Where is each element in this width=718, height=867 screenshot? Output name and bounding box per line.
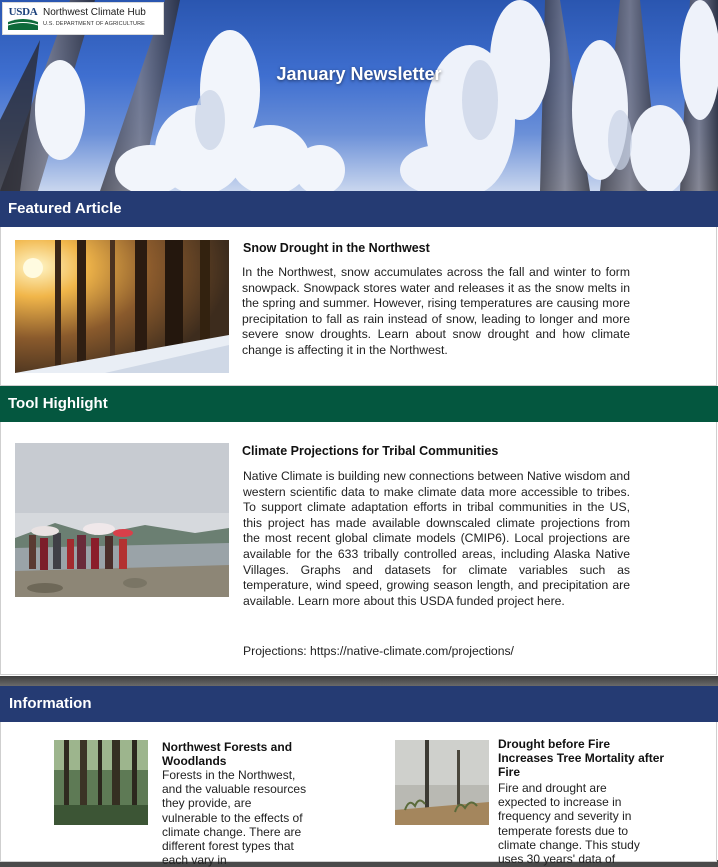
featured-article-body: In the Northwest, snow accumulates across the fall and winter to form snowpack. Snowpack stores water and releases it as the snow melts in the spring and summer. However, rising temperatures are causing more precipitation to fall as rain instead of snow, leading to longer and more severe snow droughts. Learn about snow drought and how climate change is affecting it in the Northwest. [242, 265, 630, 357]
section-header-tool: Tool Highlight [0, 386, 718, 422]
tool-article-body: Native Climate is building new connections between Native wisdom and western scientific data to make climate data more accessible to tribes. To support climate adaptation efforts in tribal communities in the US, this project has made available downscaled climate projections from the most recent global climate models (CMIP6). Local projections are available for the 633 tribally controlled areas, including Alaska Native Villages. Graphs and datasets for climate variables such as temperature, wind speed, growing season length, and precipitation are available. Learn more about this USDA funded project here. [243, 469, 630, 608]
hero-banner [0, 0, 718, 191]
information-card [0, 722, 717, 867]
info-item-body-1: Forests in the Northwest, and the valuable resources they provide, are vulnerable to the effects of climate change. There are different forest types that each vary in [162, 768, 307, 867]
info-item-title-1[interactable]: Northwest Forests and Woodlands [162, 740, 293, 768]
featured-article-card [0, 227, 717, 386]
usda-logo-mark: USDA [8, 6, 38, 30]
projections-link[interactable]: Projections: https://native-climate.com/projections/ [243, 644, 514, 658]
burned-forest-image[interactable] [395, 740, 489, 825]
info-item-body-2: Fire and drought are expected to increase in frequency and severity in temperate forests due to climate change. This study uses 30 years' data of [498, 781, 640, 867]
section-separator [0, 676, 718, 686]
logo-name: Northwest Climate Hub [43, 7, 146, 18]
newsletter-title: January Newsletter [276, 64, 442, 84]
section-header-information: Information [0, 686, 718, 722]
section-header-featured: Featured Article [0, 191, 718, 227]
usda-leaf-icon [8, 18, 38, 30]
tool-article-title[interactable]: Climate Projections for Tribal Communities [242, 444, 499, 458]
tool-highlight-card [0, 422, 717, 675]
logo-subtitle: U.S. DEPARTMENT OF AGRICULTURE [43, 21, 145, 27]
sunlit-forest-image[interactable] [15, 240, 229, 373]
featured-article-title[interactable]: Snow Drought in the Northwest [243, 241, 430, 255]
forest-woodlands-image[interactable] [54, 740, 148, 825]
usda-logo[interactable] [2, 2, 164, 35]
tribal-community-image[interactable] [15, 443, 229, 597]
info-item-title-2[interactable]: Drought before Fire Increases Tree Mortality after Fire [498, 737, 665, 779]
